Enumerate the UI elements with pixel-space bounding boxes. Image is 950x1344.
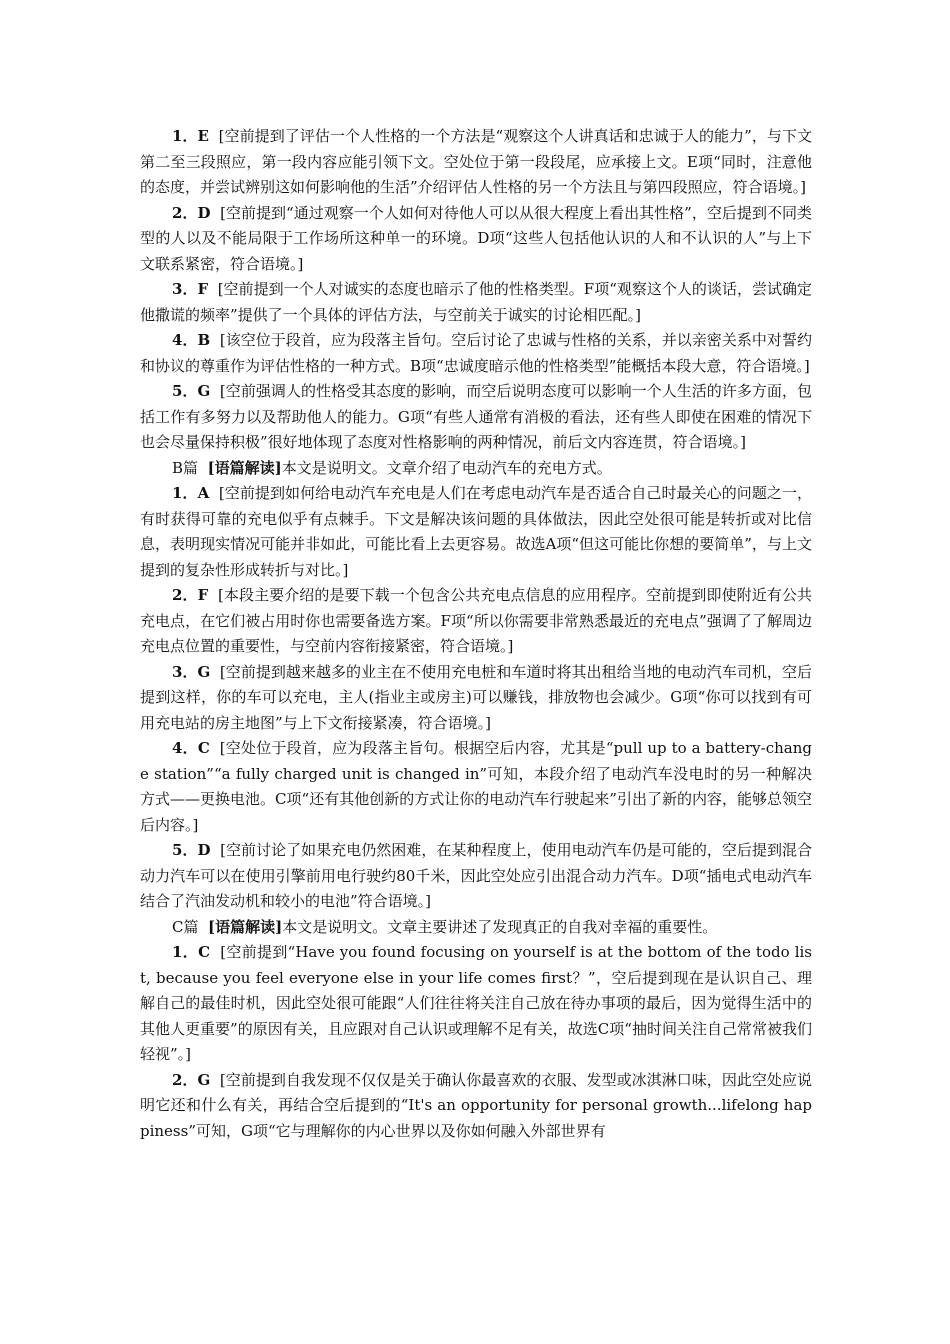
section-label: B篇: [172, 458, 199, 477]
passage-intro: 本文是说明文。文章主要讲述了发现真正的自我对幸福的重要性。: [282, 917, 718, 936]
item-number: 1．: [172, 943, 199, 961]
passage-tag: [语篇解读]: [207, 458, 282, 477]
answer-a-2: [140, 201, 812, 278]
answer-c-2: [140, 1068, 812, 1145]
explanation-text: [本段主要介绍的是要下载一个包含公共充电点信息的应用程序。空前提到即使附近有公共充电点，在它们被占用时你也需要备选方案。F项“所以你需要非常熟悉最近的充电点”强调了了解周边充电点位置的重要性，与空前内容衔接紧密，符合语境。]: [140, 586, 812, 655]
item-number: 1．: [172, 484, 198, 502]
item-number: 2．: [172, 1070, 198, 1089]
section-label: C篇: [172, 917, 199, 936]
section-c-heading: [140, 915, 812, 941]
answer-explanations: [140, 124, 812, 1144]
answer-b-4: [140, 736, 812, 838]
answer-key: E: [197, 127, 209, 145]
answer-a-1: [140, 124, 812, 201]
answer-a-4: [140, 328, 812, 379]
explanation-text: [空前提到“通过观察一个人如何对待他人可以从很大程度上看出其性格”，空后提到不同类型的人以及不能局限于工作场所这种单一的环境。D项“这些人包括他认识的人和不认识的人”与上下文联系紧密，符合语境。]: [140, 203, 812, 273]
explanation-text: [空前提到越来越多的业主在不使用充电桩和车道时将其出租给当地的电动汽车司机，空后提到这样，你的车可以充电，主人(指业主或房主)可以赚钱，排放物也会减少。G项“你可以找到有可用充电站的房主地图”与上下文衔接紧凑，符合语境。]: [140, 662, 812, 732]
item-number: 3．: [172, 662, 198, 681]
explanation-text: [空前提到一个人对诚实的态度也暗示了他的性格类型。F项“观察这个人的谈话，尝试确定他撒谎的频率”提供了一个具体的评估方法，与空前关于诚实的讨论相匹配。]: [140, 280, 813, 324]
answer-key: G: [197, 662, 211, 681]
answer-key: G: [197, 1070, 211, 1089]
explanation-text: [空前讨论了如果充电仍然困难，在某种程度上，使用电动汽车仍是可能的，空后提到混合动力汽车可以在使用引擎前用电行驶约80千米，因此空处应引出混合动力汽车。D项“插电式电动汽车结合了汽油发动机和较小的电池”符合语境。]: [140, 841, 813, 910]
item-number: 5．: [172, 841, 198, 859]
answer-b-2: [140, 583, 812, 660]
explanation-text: [空前提到如何给电动汽车充电是人们在考虑电动汽车是否适合自己时最关心的问题之一，有时获得可靠的充电似乎有点棘手。下文是解决该问题的具体做法，因此空处很可能是转折或对比信息，表明现实情况可能并非如此，可能比看上去更容易。故选A项“但这可能比你想的要简单”，与上文提到的复杂性形成转折与对比。]: [140, 484, 812, 579]
answer-key: C: [197, 739, 210, 757]
answer-c-1: [140, 940, 812, 1068]
answer-b-3: [140, 660, 812, 737]
explanation-text: [空前提到了评估一个人性格的一个方法是“观察这个人讲真话和忠诚于人的能力”，与下文第二至三段照应，第一段内容应能引领下文。空处位于第一段段尾，应承接上文。E项“同时，注意他的态度，并尝试辨别这如何影响他的生活”介绍评估人性格的另一个方法且与第四段照应，符合语境。]: [140, 127, 812, 196]
answer-a-5: [140, 379, 812, 456]
item-number: 1．: [172, 127, 198, 145]
item-number: 4．: [172, 739, 198, 757]
answer-key: F: [197, 280, 209, 298]
item-number: 2．: [172, 203, 198, 222]
answer-key: D: [197, 203, 211, 222]
answer-key: C: [198, 943, 211, 961]
explanation-text: [空前提到“Have you found focusing on yourself is at the bottom of the todo list, because you feel everyone else in your life comes first？”，空后提到现在是认识自己、理解自己的最佳时机，因此空处很可能跟“人们往往将关注自己放在待办事项的最后，因为觉得生活中的其他人更重要”的原因有关，且应跟对自己认识或理解不足有关，故选C项“抽时间关注自己常常被我们轻视”。]: [140, 943, 812, 1063]
answer-b-1: [140, 481, 812, 583]
answer-key: G: [197, 382, 211, 400]
answer-key: B: [197, 331, 211, 349]
item-number: 2．: [172, 586, 198, 604]
passage-tag: [语篇解读]: [208, 917, 283, 936]
answer-b-5: [140, 838, 812, 915]
explanation-text: [该空位于段首，应为段落主旨句。空后讨论了忠诚与性格的关系，并以亲密关系中对誓约和协议的尊重作为评估性格的一种方式。B项“忠诚度暗示他的性格类型”能概括本段大意，符合语境。]: [140, 331, 813, 375]
explanation-text: [空处位于段首，应为段落主旨句。根据空后内容，尤其是“pull up to a battery-change station”“a fully charged unit is changed in”可知，本段介绍了电动汽车没电时的另一种解决方式——更换电池。C项“还有其他创新的方式让你的电动汽车行驶起来”引出了新的内容，能够总领空后内容。]: [140, 739, 812, 834]
section-b-heading: [140, 456, 812, 482]
explanation-text: [空前强调人的性格受其态度的影响，而空后说明态度可以影响一个人生活的许多方面，包括工作有多努力以及帮助他人的能力。G项“有些人通常有消极的看法，还有些人即使在困难的情况下也会尽量保持积极”很好地体现了态度对性格影响的两种情况，前后文内容连贯，符合语境。]: [140, 382, 812, 451]
answer-key: D: [197, 841, 211, 859]
item-number: 5．: [172, 382, 198, 400]
passage-intro: 本文是说明文。文章介绍了电动汽车的充电方式。: [281, 458, 612, 477]
answer-key: F: [197, 586, 209, 604]
answer-a-3: [140, 277, 812, 328]
item-number: 3．: [172, 280, 198, 298]
answer-key: A: [197, 484, 210, 502]
explanation-text: [空前提到自我发现不仅仅是关于确认你最喜欢的衣服、发型或冰淇淋口味，因此空处应说明它还和什么有关，再结合空后提到的“It's an opportunity for personal growth...lifelong happiness”可知，G项“它与理解你的内心世界以及你如何融入外部世界有: [140, 1070, 812, 1140]
item-number: 4．: [172, 331, 198, 349]
